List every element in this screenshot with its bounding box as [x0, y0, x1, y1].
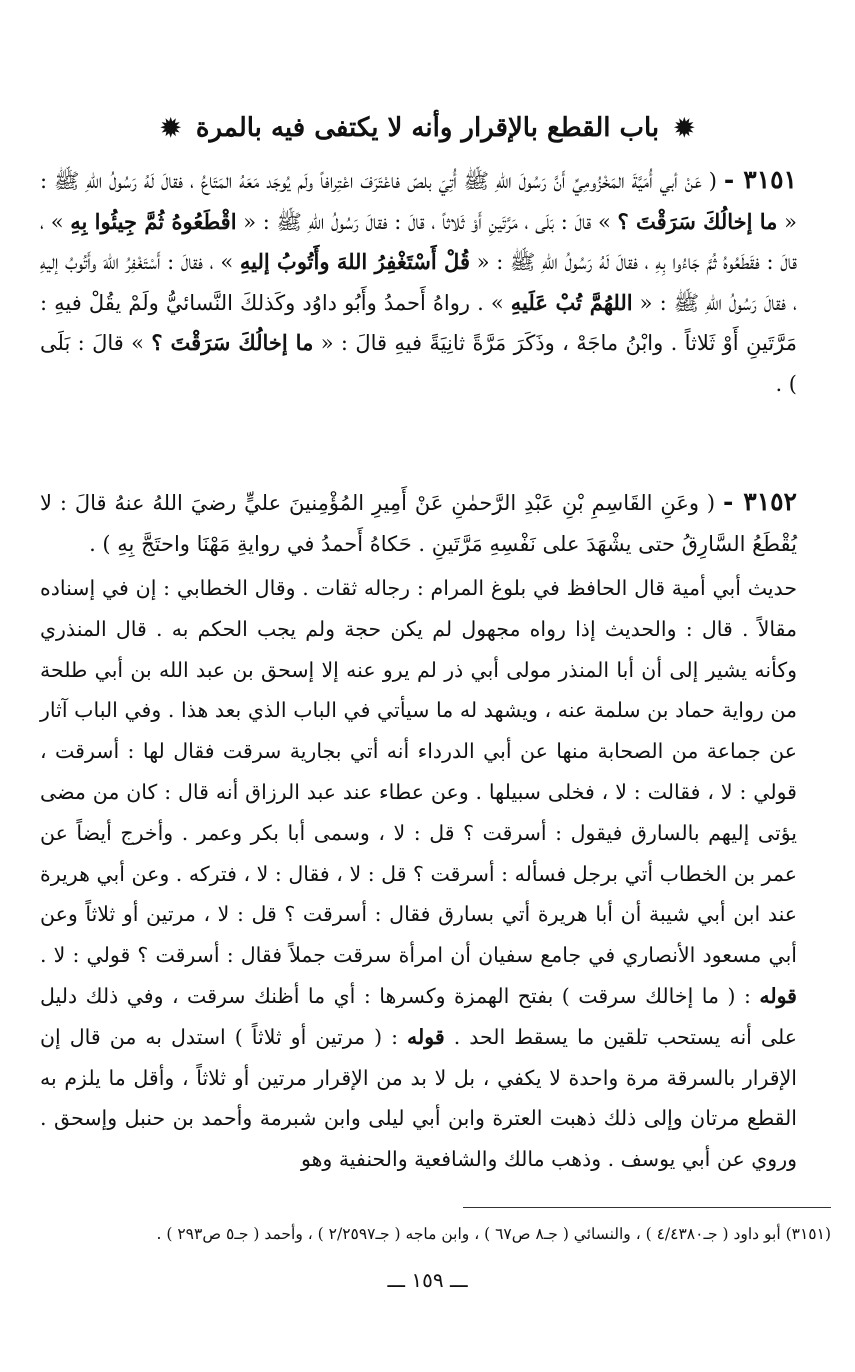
page-number-text: ١٥٩ [411, 1268, 444, 1292]
dash-ornament: ـــ [449, 1268, 468, 1292]
commentary-text: : ( ما إخالك سرقت ) بفتح الهمزة وكسرها : أي ما أظنك سرقت ، وفي ذلك دليل على أنه يستحب تلقين ما يسقط الحد . [40, 983, 797, 1049]
prophet-quote: ما إخالُكَ سَرَقْتَ ؟ [617, 208, 778, 234]
hadith-text: ( وعَنِ القَاسِمِ بْنِ عَبْدِ الرَّحمٰنِ عَنْ أَمِيرِ المُؤْمِنينَ عليٍّ رضيَ اللهُ عنهُ قالَ : لا يُقْطَعُ السَّارِقُ حتى يشْهَدَ على نَفْسِهِ مَرَّتَينِ . حَكاهُ أَحمدُ في روايةِ مَهْنَا واحتَجَّ بِهِ ) . [40, 491, 797, 556]
hadith-text: » ، قالَ : فقَطَعُوهُ ثُمَّ جَاءُوا بِهِ ، فقالَ لَهُ رَسُولُ اللهِ ﷺ : « [40, 209, 797, 274]
hadith-text: » قالَ : بَلَى ، مَرَّتَينِ أَوْ ثَلاثاً ، قالَ : فقالَ رَسُولُ اللهِ ﷺ : « [243, 209, 611, 234]
hadith-text: » قالَ : بَلَى ) . [40, 331, 797, 396]
qawluh-marker: قوله [759, 983, 797, 1008]
page-number [0, 1268, 855, 1292]
prophet-quote: قُلْ أَسْتَغْفِرُ اللهَ وأَتُوبُ إليهِ [239, 249, 470, 274]
prophet-quote: اللهُمَّ تُبْ عَلَيهِ [510, 289, 633, 315]
chapter-title [60, 108, 795, 148]
commentary-text: حديث أبي أمية قال الحافظ في بلوغ المرام : رجاله ثقات . وقال الخطابي : إن في إسناده مقالاً . قال : والحديث إذا رواه مجهول لم يكن حجة ولم يجب الحكم به . قال المنذري وكأنه يشير إلى أن أبا المنذر مولى أبي ذر لم يرو عنه إلا إسحق بن عبد الله بن أبي طلحة من رواية حماد بن سلمة عنه ، ويشهد له ما سيأتي في الباب الذي بعد هذا . وفي الباب آثار عن جماعة من الصحابة منها عن أبي الدرداء أنه أتي بجارية سرقت فقال لها : أسرقت ، قولي : لا ، فقالت : لا ، فخلى سبيلها . وعن عطاء عند عبد الرزاق أنه قال : كان من مضى يؤتى إليهم بالسارق فيقول : أسرقت ؟ قل : لا ، وسمى أبا بكر وعمر . وأخرج أيضاً عن عمر بن الخطاب أتي برجل فسأله : أسرقت ؟ قل : لا ، فقال : لا ، فتركه . وعن أبي هريرة عند ابن أبي شيبة أن أبا هريرة أتي بسارق فقال : أسرقت ؟ قل : لا ، مرتين أو ثلاثاً وعن أبي مسعود الأنصاري في جامع سفيان أن امرأة سرقت جملاً فقال : أسرقت ؟ قولي : لا . [40, 576, 797, 968]
hadith-text: » ، فقالَ : أَسْتَغْفِرُ اللهَ وأَتُوبُ إليهِ ، فقالَ رَسُولُ اللهِ ﷺ : « [40, 250, 797, 315]
footnote: (٣١٥١) أبو داود ( جـ٤/٤٣٨٠ ) ، والنسائي ( جـ٨ ص٦٧ ) ، وابن ماجه ( جـ٢/٢٥٩٧ ) ، وأحمد ( جـ٥ ص٢٩٣ ) . [156, 1225, 831, 1243]
hadith-text: » . رواهُ أَحمدُ وأَبُو داوُد وكَذلكَ النَّسائيُّ ولَمْ يقُلْ فيهِ : مَرَّتَينِ أَوْ ثَلاثاً . وابْنُ ماجَهْ ، وذَكَرَ مَرَّةً ثانِيَةً فيهِ قالَ : « [40, 290, 797, 355]
star-ornament-icon: ✹ [160, 113, 181, 142]
hadith-text: ( عَنْ أبي أُمَيَّةَ المَخْزُومِيِّ أَنَّ رَسُولَ اللهِ ﷺ أُتِيَ بلصّ فاعْتَرَفَ اعْتِرافاً ولَم يُوجَد مَعَهُ المَتَاعُ ، فقالَ لَهُ رَسُولُ اللهِ ﷺ : « [40, 169, 797, 234]
chapter-title-text: باب القطع بالإقرار وأنه لا يكتفى فيه بالمرة [195, 113, 660, 143]
hadith-3152 [40, 482, 797, 564]
hadith-number: ٣١٥١ - [723, 165, 797, 194]
star-ornament-icon: ✹ [674, 113, 695, 142]
dash-ornament: ـــ [387, 1268, 406, 1292]
hadith-number: ٣١٥٢ - [722, 487, 797, 516]
hadith-3151 [40, 160, 797, 404]
prophet-quote: ما إخالُكَ سَرَقْتَ ؟ [151, 330, 314, 355]
commentary-text: : ( مرتين أو ثلاثاً ) استدل به من قال إن الإقرار بالسرقة مرة واحدة لا يكفي ، بل لا بد من الإقرار مرتين أو ثلاثاً ، وأقل ما يلزم به القطع مرتان وإلى ذلك ذهبت العترة وابن أبي ليلى وابن شبرمة وأحمد بن حنبل وإسحق . وروي عن أبي يوسف . وذهب مالك والشافعية والحنفية وهو [40, 1024, 797, 1172]
prophet-quote: اقْطَعُوهُ ثُمَّ جِيئُوا بِهِ [70, 208, 237, 234]
footnote-divider [463, 1207, 831, 1208]
commentary [40, 568, 797, 1180]
qawluh-marker: قوله [407, 1024, 445, 1049]
